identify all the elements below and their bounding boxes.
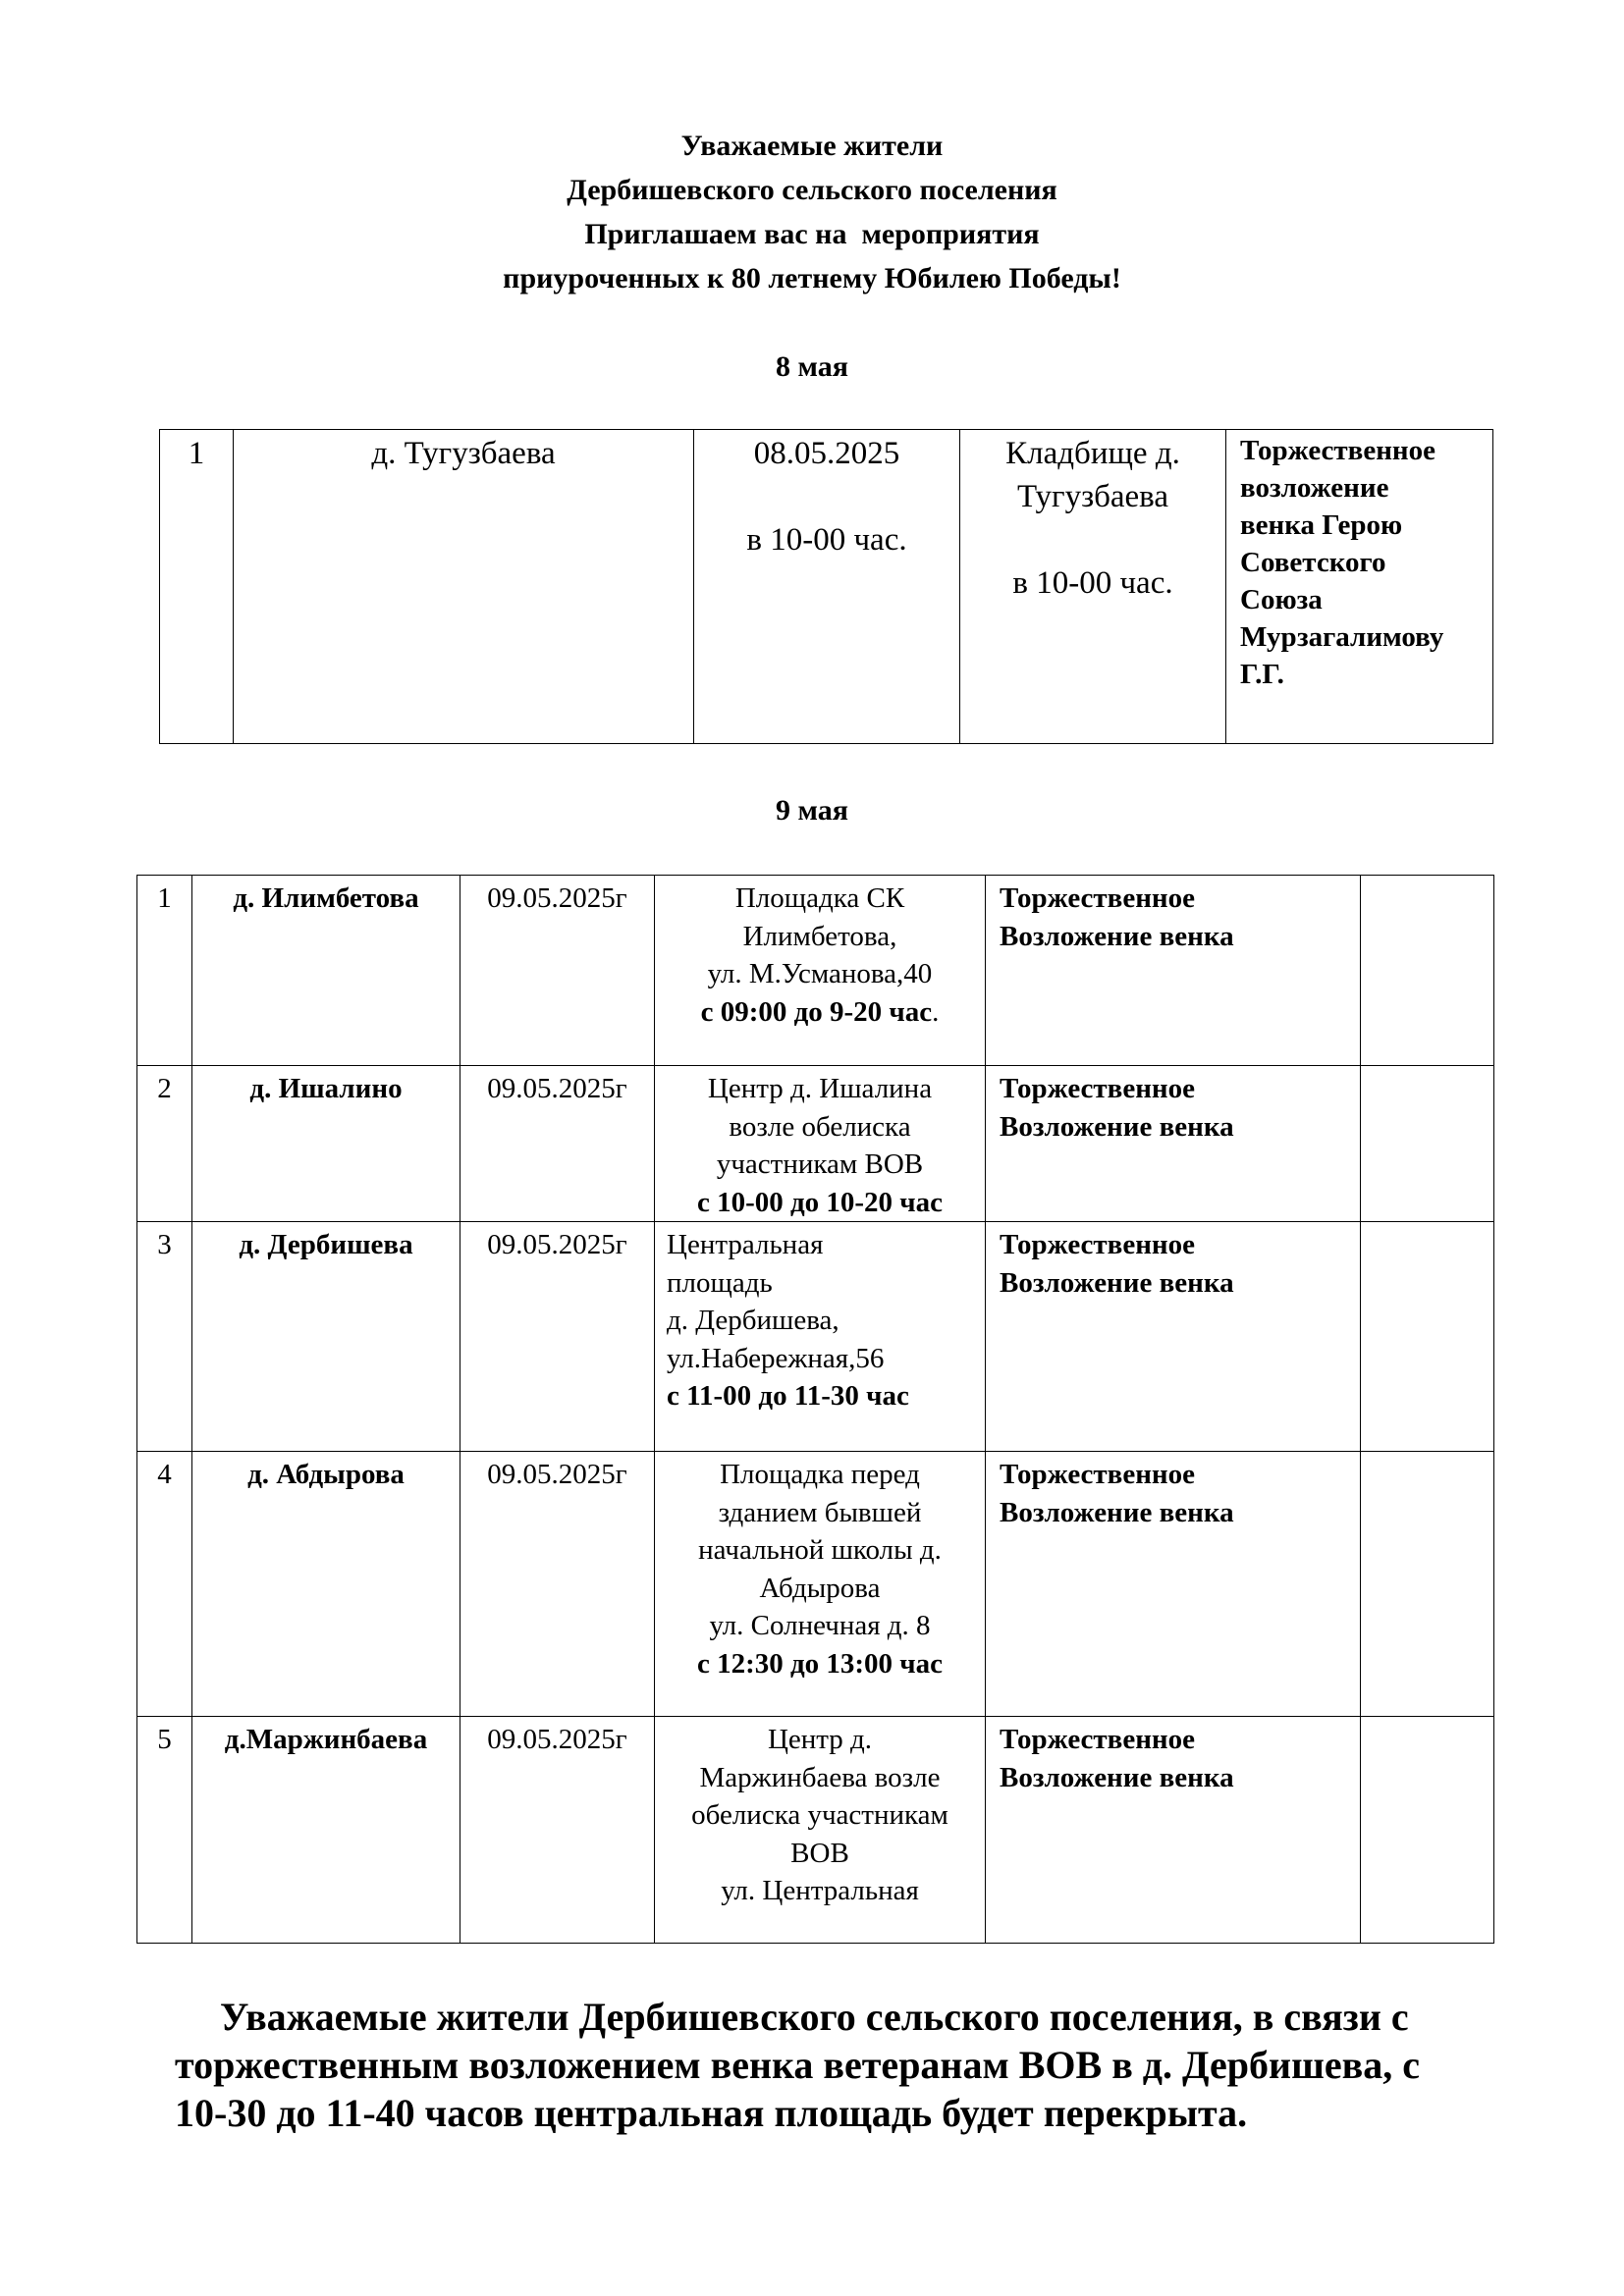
event-line: Возложение венка — [1000, 1496, 1234, 1528]
event-cell — [986, 876, 1361, 1066]
place-cell — [960, 430, 1226, 744]
place-line: начальной школы д. — [698, 1534, 942, 1566]
road-closure-notice — [175, 1993, 1481, 2137]
village-cell: д. Абдырова — [192, 1452, 460, 1717]
village-cell: д.Маржинбаева — [192, 1717, 460, 1944]
time-value: с 10-00 до 10-20 час — [696, 1186, 944, 1218]
place-line: Маржинбаева возле — [699, 1761, 941, 1793]
event-line: Торжественное — [1000, 1459, 1195, 1490]
place-line: Тугузбаева — [1017, 479, 1168, 514]
place-cell — [655, 1222, 986, 1452]
may9-heading: 9 мая — [776, 794, 848, 827]
spacer — [694, 475, 959, 518]
empty-cell — [1361, 1222, 1494, 1452]
place-cell — [655, 1452, 986, 1717]
event-line: Торжественное — [1000, 1724, 1195, 1755]
place-line: ул.Набережная,56 — [667, 1342, 885, 1374]
place-cell — [655, 1717, 986, 1944]
empty-cell — [1361, 1066, 1494, 1222]
event-cell — [986, 1452, 1361, 1717]
event-cell — [986, 1222, 1361, 1452]
event-line: Торжественное — [1000, 882, 1195, 914]
header-line-1: Уважаемые жители — [680, 130, 944, 162]
may9-schedule-table — [136, 875, 1494, 1944]
place-cell — [655, 876, 986, 1066]
place-line: д. Дербишева, — [667, 1305, 839, 1336]
place-line: ул. Солнечная д. 8 — [709, 1610, 931, 1641]
row-number: 5 — [137, 1717, 192, 1944]
header-line-3: Приглашаем вас на мероприятия — [584, 218, 1040, 250]
time-value: в 10-00 час. — [746, 522, 907, 558]
event-line: Г.Г. — [1240, 659, 1284, 690]
may8-heading: 8 мая — [776, 350, 848, 383]
place-line: зданием бывшей — [718, 1496, 922, 1528]
time-value: с 09:00 до 9-20 час — [700, 995, 933, 1028]
event-line: возложение — [1240, 472, 1389, 504]
event-cell — [1226, 430, 1493, 744]
place-line: Центральная — [667, 1229, 824, 1260]
date-value: 08.05.2025 — [753, 436, 900, 471]
event-line: Торжественное — [1240, 435, 1435, 466]
event-line: Возложение венка — [1000, 1761, 1234, 1793]
date-cell: 09.05.2025г — [460, 1717, 655, 1944]
table-row — [137, 1222, 1494, 1452]
row-number: 1 — [160, 430, 234, 744]
event-line: венка Герою — [1240, 509, 1403, 541]
village-cell: д. Тугузбаева — [234, 430, 694, 744]
place-line: возле обелиска — [729, 1110, 911, 1143]
date-cell: 09.05.2025г — [460, 1066, 655, 1222]
table-row — [137, 1717, 1494, 1944]
event-line: Возложение венка — [1000, 1110, 1234, 1143]
empty-cell — [1361, 1452, 1494, 1717]
place-line: ВОВ — [790, 1837, 849, 1869]
may8-schedule-table — [159, 429, 1493, 744]
place-line: Площадка перед — [720, 1459, 920, 1490]
village-cell: д. Илимбетова — [192, 876, 460, 1066]
place-cell — [655, 1066, 986, 1222]
event-cell — [986, 1066, 1361, 1222]
table-row — [137, 876, 1494, 1066]
row-number: 2 — [137, 1066, 192, 1222]
invitation-header — [0, 124, 1624, 300]
table-row — [137, 1452, 1494, 1717]
date-cell: 09.05.2025г — [460, 1452, 655, 1717]
table-row — [160, 430, 1493, 744]
spacer — [960, 518, 1225, 561]
event-line: Возложение венка — [1000, 1266, 1234, 1299]
event-line: Торжественное — [1000, 1073, 1195, 1104]
date-cell: 09.05.2025г — [460, 1222, 655, 1452]
place-line: Абдырова — [759, 1572, 881, 1604]
village-cell: д. Дербишева — [192, 1222, 460, 1452]
row-number: 3 — [137, 1222, 192, 1452]
table-row — [137, 1066, 1494, 1222]
event-line: Союза — [1240, 584, 1323, 615]
notice-text: Уважаемые жители Дербишевского сельского поселения, в связи с торжественным возложением венка ветеранам ВОВ в д. Дербишева, с 10-30 до 11-40 часов центральная площадь будет перекрыта. — [175, 1995, 1420, 2135]
empty-cell — [1361, 876, 1494, 1066]
row-number: 4 — [137, 1452, 192, 1717]
place-line: участникам ВОВ — [716, 1148, 924, 1180]
place-line: Центр д. Ишалина — [707, 1073, 933, 1104]
date-cell — [694, 430, 960, 744]
header-line-2: Дербишевского сельского поселения — [567, 174, 1057, 206]
place-line: ул. М.Усманова,40 — [707, 958, 933, 989]
time-line — [661, 993, 979, 1032]
time-suffix: . — [932, 995, 940, 1028]
place-line: обелиска участникам — [691, 1799, 948, 1831]
village-cell: д. Ишалино — [192, 1066, 460, 1222]
place-line: Кладбище д. — [1005, 436, 1180, 471]
empty-cell — [1361, 1717, 1494, 1944]
date-cell: 09.05.2025г — [460, 876, 655, 1066]
time-value: с 12:30 до 13:00 час — [696, 1647, 944, 1680]
event-cell — [986, 1717, 1361, 1944]
event-line: Торжественное — [1000, 1229, 1195, 1260]
event-line: Мурзагалимову — [1240, 621, 1444, 653]
event-line: Возложение венка — [1000, 920, 1234, 952]
place-line: ул. Центральная — [721, 1875, 919, 1906]
row-number: 1 — [137, 876, 192, 1066]
header-line-4: приуроченных к 80 летнему Юбилею Победы! — [503, 262, 1121, 294]
place-line: площадь — [667, 1266, 773, 1299]
place-line: Центр д. — [767, 1724, 873, 1755]
place-line: Площадка СК — [734, 882, 905, 914]
place-line: Илимбетова, — [742, 920, 897, 952]
event-line: Советского — [1240, 547, 1386, 578]
time-value: с 11-00 до 11-30 час — [667, 1380, 909, 1412]
place-time: в 10-00 час. — [1012, 565, 1173, 601]
